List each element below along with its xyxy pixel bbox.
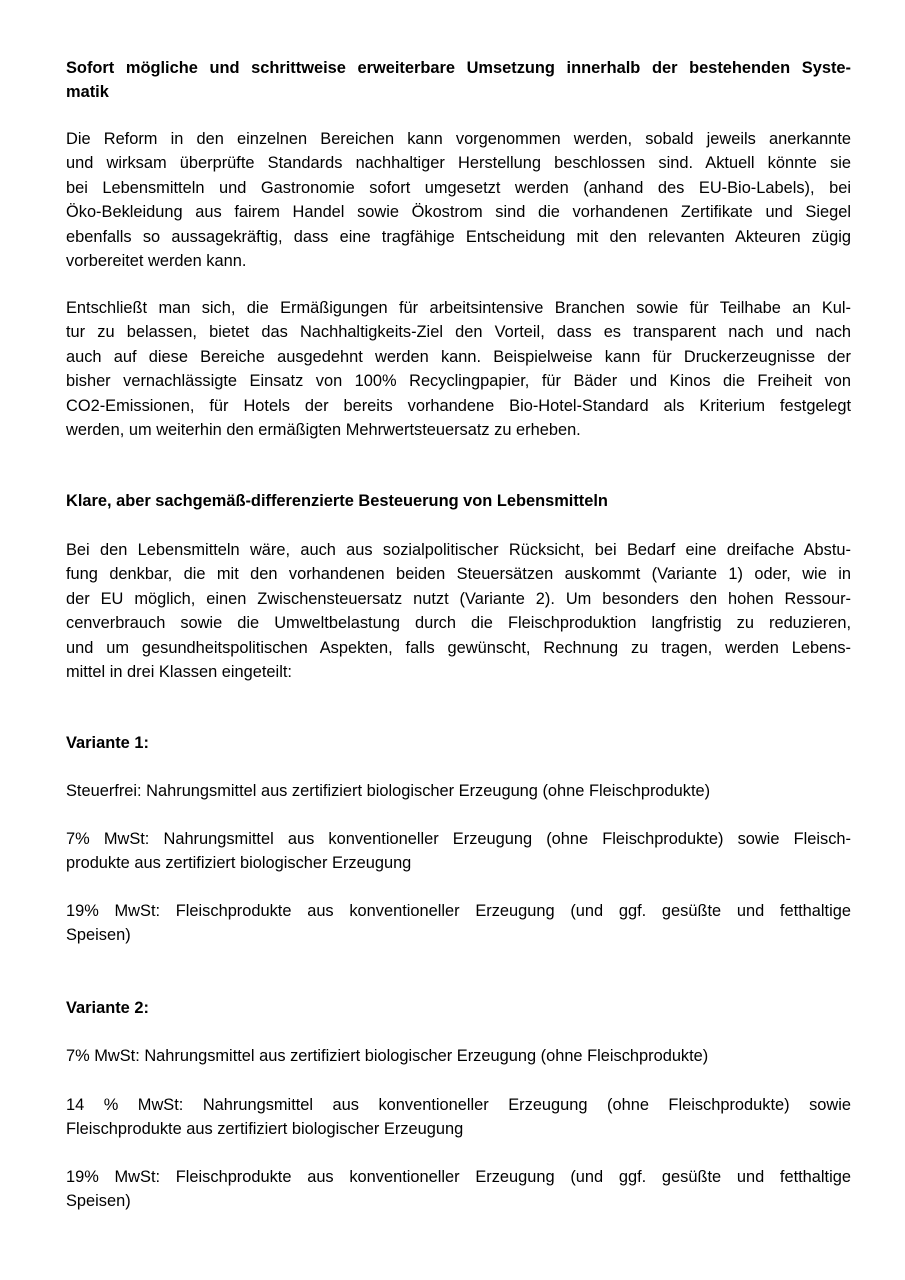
text-line: ebenfalls so aussagekräftig, dass eine tragfähige Entscheidung mit den relevanten Akteuren zügig bbox=[66, 227, 851, 246]
text-line: werden, um weiterhin den ermäßigten Mehrwertsteuersatz zu erheben. bbox=[66, 421, 581, 440]
text-line: Bei den Lebensmitteln wäre, auch aus sozialpolitischer Rücksicht, bei Bedarf eine dreifache Abstu- bbox=[66, 541, 851, 559]
text-line: Die Reform in den einzelnen Bereichen kann vorgenommen werden, sobald jeweils anerkannte bbox=[66, 130, 851, 148]
text-line: 7% MwSt: Nahrungsmittel aus zertifiziert biologischer Erzeugung (ohne Fleischprodukte) bbox=[66, 1047, 709, 1065]
text-line: bei Lebensmitteln und Gastronomie sofort umgesetzt werden (anhand des EU-Bio-Labels), bei bbox=[66, 178, 851, 197]
paragraph-reform bbox=[66, 127, 851, 273]
text-line: produkte aus zertifiziert biologischer Erzeugung bbox=[66, 854, 412, 873]
text-line: 19% MwSt: Fleischprodukte aus konventioneller Erzeugung (und ggf. gesüßte und fetthaltige bbox=[66, 1168, 851, 1186]
variante-2-item-19-prozent bbox=[66, 1165, 851, 1214]
variante-1-item-7-prozent bbox=[66, 827, 851, 876]
text-line: tur zu belassen, bietet das Nachhaltigkeits-Ziel den Vorteil, dass es transparent nach und nach bbox=[66, 323, 851, 342]
text-line: CO2-Emissionen, für Hotels der bereits vorhandene Bio-Hotel-Standard als Kriterium festgelegt bbox=[66, 396, 851, 415]
variante-2-heading bbox=[66, 996, 851, 1020]
variante-1-heading bbox=[66, 731, 851, 755]
variante-2-item-7-prozent bbox=[66, 1044, 851, 1068]
text-line: vorbereitet werden kann. bbox=[66, 252, 247, 271]
text-line: Öko-Bekleidung aus fairem Handel sowie Ökostrom sind die vorhandenen Zertifikate und Siegel bbox=[66, 203, 851, 222]
text-line: fung denkbar, die mit den vorhandenen beiden Steuersätzen auskommt (Variante 1) oder, wie in bbox=[66, 565, 851, 584]
text-line: Steuerfrei: Nahrungsmittel aus zertifiziert biologischer Erzeugung (ohne Fleischprodukte) bbox=[66, 782, 711, 800]
text-line: 14 % MwSt: Nahrungsmittel aus konventioneller Erzeugung (ohne Fleischprodukte) sowie bbox=[66, 1096, 851, 1114]
variante-1-item-19-prozent bbox=[66, 899, 851, 948]
heading-line: Variante 1: bbox=[66, 734, 149, 752]
paragraph-ermaessigungen bbox=[66, 296, 851, 442]
text-line: auch auf diese Bereiche ausgedehnt werden kann. Beispielweise kann für Druckerzeugnisse der bbox=[66, 347, 851, 366]
text-line: und wirksam überprüfte Standards nachhaltiger Herstellung beschlossen sind. Aktuell könnte sie bbox=[66, 154, 851, 173]
text-line: 7% MwSt: Nahrungsmittel aus konventioneller Erzeugung (ohne Fleischprodukte) sowie Fleisch- bbox=[66, 830, 851, 848]
text-line: Fleischprodukte aus zertifiziert biologischer Erzeugung bbox=[66, 1120, 464, 1139]
text-line: Speisen) bbox=[66, 926, 131, 945]
heading-line: matik bbox=[66, 83, 109, 102]
section-heading-lebensmittel bbox=[66, 489, 851, 513]
text-line: Speisen) bbox=[66, 1192, 131, 1211]
text-line: der EU möglich, einen Zwischensteuersatz nutzt (Variante 2). Um besonders den hohen Ressour- bbox=[66, 589, 851, 608]
text-line: 19% MwSt: Fleischprodukte aus konventioneller Erzeugung (und ggf. gesüßte und fetthaltige bbox=[66, 902, 851, 920]
variante-1-item-steuerfrei bbox=[66, 779, 851, 803]
section-heading-umsetzung bbox=[66, 56, 851, 105]
heading-line: Klare, aber sachgemäß-differenzierte Besteuerung von Lebensmitteln bbox=[66, 492, 608, 510]
text-line: cenverbrauch sowie die Umweltbelastung durch die Fleischproduktion langfristig zu reduzieren, bbox=[66, 614, 851, 633]
variante-2-item-14-prozent bbox=[66, 1093, 851, 1142]
text-line: mittel in drei Klassen eingeteilt: bbox=[66, 663, 292, 682]
text-line: Entschließt man sich, die Ermäßigungen für arbeitsintensive Branchen sowie für Teilhabe an Kul- bbox=[66, 299, 851, 317]
heading-line: Sofort mögliche und schrittweise erweiterbare Umsetzung innerhalb der bestehenden Syste- bbox=[66, 59, 851, 77]
heading-line: Variante 2: bbox=[66, 999, 149, 1017]
paragraph-lebensmittel bbox=[66, 538, 851, 684]
text-line: bisher vernachlässigte Einsatz von 100% Recyclingpapier, für Bäder und Kinos die Freiheit von bbox=[66, 372, 851, 391]
text-line: und um gesundheitspolitischen Aspekten, falls gewünscht, Rechnung zu tragen, werden Lebens- bbox=[66, 638, 851, 657]
